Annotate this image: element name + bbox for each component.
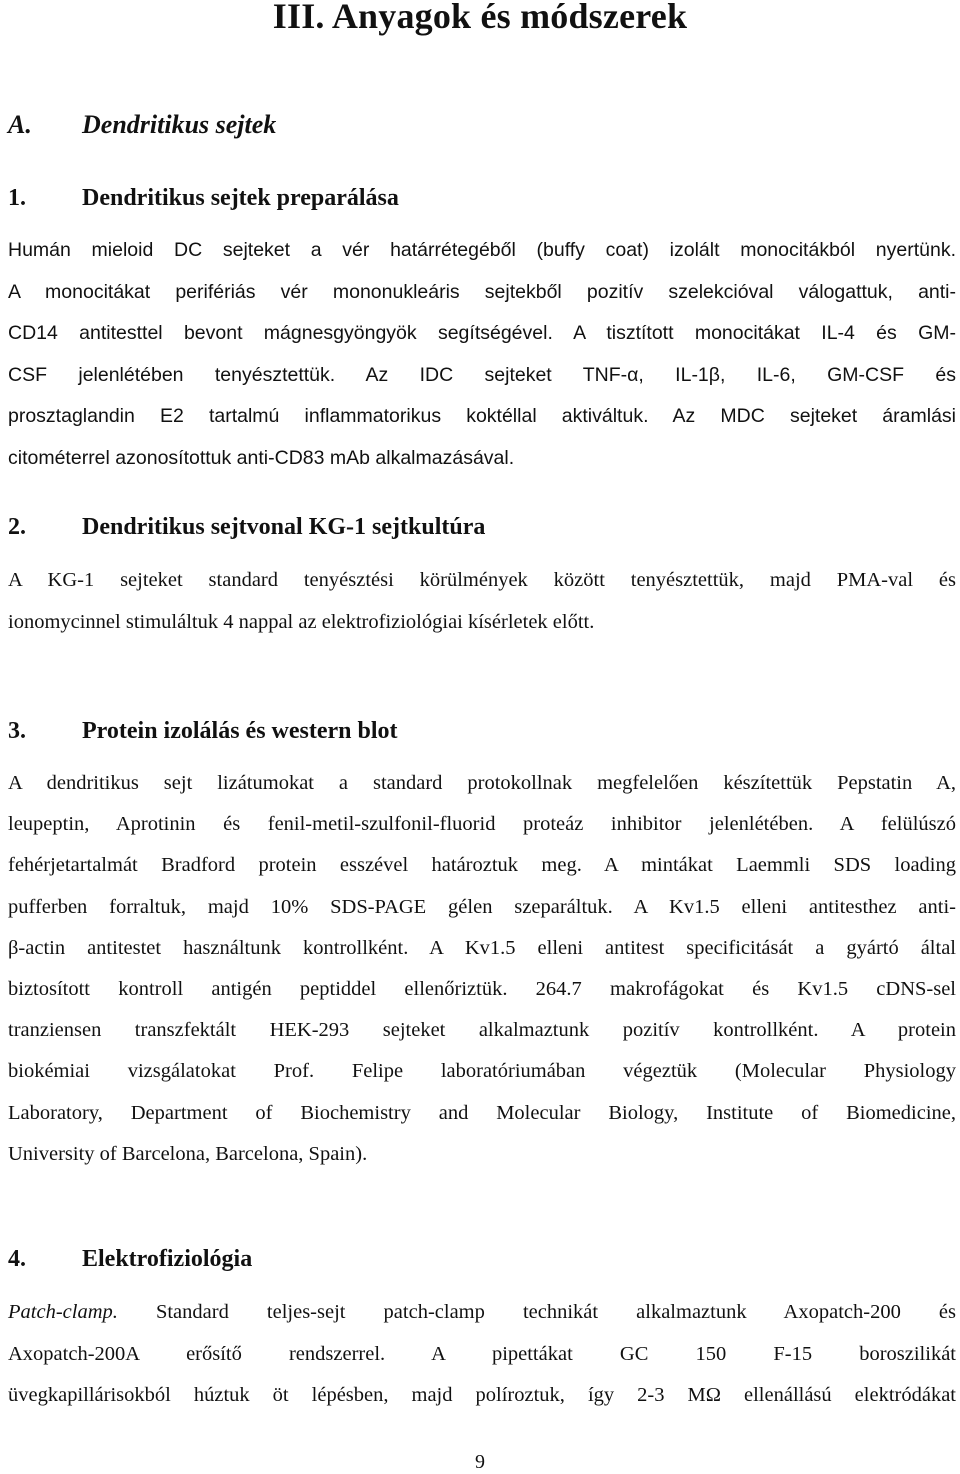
text-line: A monocitákat perifériás vér mononukleáris sejtekből pozitív szelekcióval válogattuk, anti- bbox=[8, 280, 956, 303]
subsection-3-paragraph bbox=[8, 763, 956, 1175]
text-line: A dendritikus sejt lizátumokat a standard protokollnak megfelelően készítettük Pepstatin A, bbox=[8, 772, 956, 794]
text-line-rest: Standard teljes-sejt patch-clamp technikát alkalmaztunk Axopatch-200 és bbox=[117, 1301, 956, 1323]
page-number: 9 bbox=[475, 1451, 485, 1473]
text-line: biokémiai vizsgálatokat Prof. Felipe laboratóriumában végeztük (Molecular Physiology bbox=[8, 1060, 956, 1083]
chapter-title: III. Anyagok és módszerek bbox=[272, 0, 688, 36]
subsection-2-heading bbox=[8, 512, 956, 542]
subsection-title: Dendritikus sejtek preparálása bbox=[82, 185, 399, 211]
subsection-number: 2. bbox=[8, 514, 26, 540]
text-line: fehérjetartalmát Bradford protein esszével határoztuk meg. A mintákat Laemmli SDS loading bbox=[8, 854, 956, 877]
subsection-number: 1. bbox=[8, 185, 26, 211]
lead-term: Patch-clamp. bbox=[8, 1301, 118, 1323]
text-line: citométerrel azonosítottuk anti-CD83 mAb alkalmazásával. bbox=[8, 446, 515, 469]
text-line: CSF jelenlétében tenyésztettük. Az IDC sejteket TNF-α, IL-1β, IL-6, GM-CSF és bbox=[8, 363, 956, 386]
text-line: ionomycinnel stimuláltuk 4 nappal az elektrofiziológiai kísérletek előtt. bbox=[8, 610, 595, 633]
text-line: pufferben forraltuk, majd 10% SDS-PAGE gélen szeparáltuk. A Kv1.5 elleni antitesthez anti- bbox=[8, 895, 956, 918]
subsection-3-heading bbox=[8, 716, 956, 746]
text-line: University of Barcelona, Barcelona, Spain). bbox=[8, 1142, 368, 1165]
text-line bbox=[8, 1292, 956, 1334]
text-line: leupeptin, Aprotinin és fenil-metil-szulfonil-fluorid proteáz inhibitor jelenlétében. A felülúszó bbox=[8, 813, 956, 836]
subsection-title: Protein izolálás és western blot bbox=[82, 718, 398, 744]
section-heading bbox=[8, 110, 956, 140]
subsection-4-heading bbox=[8, 1244, 956, 1274]
text-line: CD14 antitesttel bevont mágnesgyöngyök segítségével. A tisztított monocitákat IL-4 és GM- bbox=[8, 322, 956, 344]
subsection-title: Elektrofiziológia bbox=[82, 1246, 253, 1272]
section-title: Dendritikus sejtek bbox=[82, 110, 277, 139]
subsection-title: Dendritikus sejtvonal KG-1 sejtkultúra bbox=[82, 514, 486, 540]
subsection-4-paragraph bbox=[8, 1292, 956, 1417]
subsection-number: 3. bbox=[8, 718, 26, 744]
text-line: Axopatch-200A erősítő rendszerrel. A pipettákat GC 150 F-15 boroszilikát bbox=[8, 1342, 956, 1365]
text-line: Humán mieloid DC sejteket a vér határrétegéből (buffy coat) izolált monocitákból nyertünk. bbox=[8, 239, 956, 261]
text-line: tranziensen transzfektált HEK-293 sejteket alkalmaztunk pozitív kontrollként. A protein bbox=[8, 1019, 956, 1042]
section-label: A. bbox=[8, 110, 32, 139]
text-line: üvegkapillárisokból húztuk öt lépésben, majd políroztuk, így 2-3 MΩ ellenállású elektródákat bbox=[8, 1384, 956, 1406]
subsection-number: 4. bbox=[8, 1246, 26, 1272]
text-line: biztosított kontroll antigén peptiddel ellenőriztük. 264.7 makrofágokat és Kv1.5 cDNS-sel bbox=[8, 978, 956, 1001]
subsection-2-paragraph bbox=[8, 560, 956, 643]
subsection-1-heading bbox=[8, 183, 956, 213]
subsection-1-paragraph bbox=[8, 230, 956, 479]
text-line: prosztaglandin E2 tartalmú inflammatorikus koktéllal aktiváltuk. Az MDC sejteket áramlási bbox=[8, 405, 956, 427]
text-line: A KG-1 sejteket standard tenyésztési körülmények között tenyésztettük, majd PMA-val és bbox=[8, 569, 956, 591]
text-line: β-actin antitestet használtunk kontrollként. A Kv1.5 elleni antitest specificitását a gyártó által bbox=[8, 936, 956, 959]
text-line: Laboratory, Department of Biochemistry and Molecular Biology, Institute of Biomedicine, bbox=[8, 1101, 956, 1124]
